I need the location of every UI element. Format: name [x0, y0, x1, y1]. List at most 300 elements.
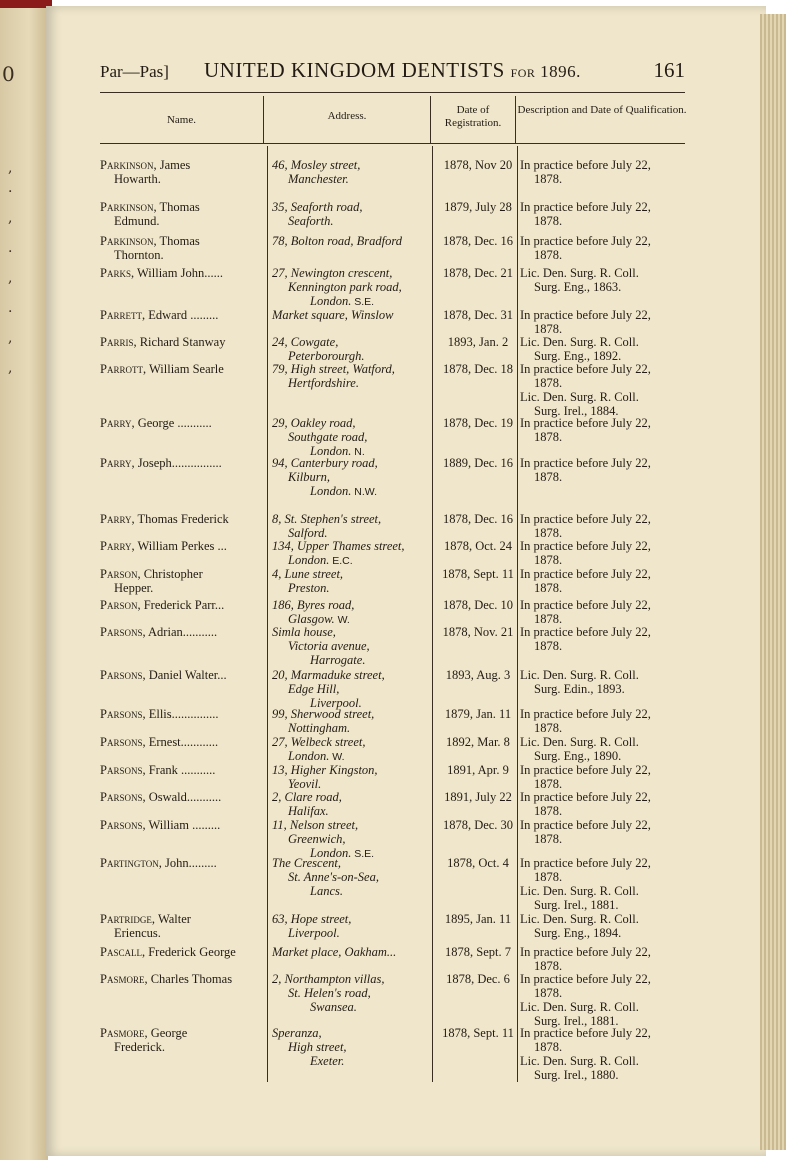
- surname: Parson,: [100, 598, 141, 612]
- dentist-name: [100, 416, 260, 430]
- qualification-line: Lic. Den. Surg. R. Coll.: [520, 668, 639, 682]
- address-line: Seaforth.: [288, 214, 334, 228]
- address-line: Manchester.: [288, 172, 349, 186]
- qualification-line: 1878.: [534, 959, 563, 973]
- surname: Parry,: [100, 539, 135, 553]
- registration-date: 1878, Sept. 11: [442, 1026, 514, 1040]
- dentist-name: [100, 598, 260, 612]
- given-names: William Perkes ...: [134, 539, 227, 553]
- qualification: [520, 856, 688, 912]
- qualification-line: 1878.: [534, 870, 563, 884]
- address-line: Preston.: [288, 581, 330, 595]
- column-header-description: Description and Date of Qualification.: [517, 104, 687, 116]
- address: [272, 234, 432, 248]
- given-names: Thomas: [156, 200, 200, 214]
- qualification-line: Surg. Irel., 1884.: [534, 404, 619, 418]
- address-line: Lancs.: [310, 884, 343, 898]
- qualification-line: 1878.: [534, 581, 563, 595]
- given-names: George ...........: [134, 416, 212, 430]
- qualification-line: Lic. Den. Surg. R. Coll.: [520, 335, 639, 349]
- qualification-line: 1878.: [534, 322, 563, 336]
- given-names: Charles Thomas: [147, 972, 233, 986]
- registration-date: 1878, Oct. 24: [443, 539, 513, 553]
- address-line: Market square, Winslow: [272, 308, 394, 322]
- registration-date: 1878, Nov 20: [443, 158, 513, 172]
- registration-date: 1889, Dec. 16: [442, 456, 514, 470]
- dentist-name: [100, 308, 260, 322]
- registration-date: 1878, Nov. 21: [442, 625, 514, 639]
- given-names: Thomas Frederick: [134, 512, 229, 526]
- given-names: William John......: [134, 266, 223, 280]
- qualification-line: 1878.: [534, 248, 563, 262]
- surname: Parsons,: [100, 763, 146, 777]
- qualification-line: In practice before July 22,: [520, 1026, 651, 1040]
- column-divider: [432, 146, 433, 1082]
- address: [272, 567, 432, 595]
- dentist-name: [100, 668, 260, 682]
- qualification: [520, 790, 688, 818]
- given-names: Frederick Parr...: [140, 598, 225, 612]
- qualification: [520, 735, 688, 763]
- registration-date: 1878, Dec. 16: [442, 234, 514, 248]
- given-names: Frederick George: [145, 945, 236, 959]
- surname: Parsons,: [100, 668, 146, 682]
- address: [272, 945, 432, 959]
- dentist-name: [100, 335, 260, 349]
- qualification-line: In practice before July 22,: [520, 972, 651, 986]
- qualification-line: 1878.: [534, 376, 563, 390]
- address: [272, 456, 432, 499]
- surname: Partington,: [100, 856, 162, 870]
- qualification-line: 1878.: [534, 804, 563, 818]
- given-names: Richard Stanway: [136, 335, 226, 349]
- previous-page-mark: ,: [8, 360, 13, 376]
- qualification: [520, 567, 688, 595]
- page-range: Par—Pas]: [100, 62, 169, 81]
- qualification: [520, 625, 688, 653]
- surname: Parkinson,: [100, 158, 157, 172]
- given-names: Daniel Walter...: [145, 668, 227, 682]
- given-names: Thomas: [156, 234, 200, 248]
- column-header-address: Address.: [327, 110, 367, 122]
- qualification-line: Surg. Irel., 1881.: [534, 1014, 619, 1028]
- qualification: [520, 512, 688, 540]
- qualification-line: In practice before July 22,: [520, 856, 651, 870]
- registration-date: 1895, Jan. 11: [444, 912, 512, 926]
- qualification-line: In practice before July 22,: [520, 945, 651, 959]
- qualification-line: 1878.: [534, 430, 563, 444]
- given-names: William Searle: [146, 362, 224, 376]
- address: [272, 972, 432, 1014]
- address-line: 78, Bolton road, Bradford: [272, 234, 402, 248]
- qualification-line: In practice before July 22,: [520, 456, 651, 470]
- surname: Parris,: [100, 335, 137, 349]
- surname: Parry,: [100, 456, 135, 470]
- given-names: Adrian...........: [145, 625, 218, 639]
- registration-date: 1891, July 22: [444, 790, 512, 804]
- qualification-line: Surg. Eng., 1894.: [534, 926, 622, 940]
- address-line: St. Helen's road,: [288, 986, 371, 1000]
- registration-date: 1878, Oct. 4: [447, 856, 509, 870]
- address-line: Market place, Oakham...: [272, 945, 397, 959]
- registration-date: 1879, July 28: [444, 200, 512, 214]
- qualification: [520, 266, 688, 294]
- qualification-line: Lic. Den. Surg. R. Coll.: [520, 266, 639, 280]
- address-line: 27, Newington crescent,: [272, 266, 393, 280]
- address-line: Nottingham.: [288, 721, 351, 735]
- registration-date: 1892, Mar. 8: [446, 735, 510, 749]
- qualification-line: 1878.: [534, 612, 563, 626]
- previous-page-mark: ,: [8, 270, 13, 286]
- registration-date: 1893, Jan. 2: [447, 335, 509, 349]
- address-line: 20, Marmaduke street,: [272, 668, 385, 682]
- address-line: Edge Hill,: [288, 682, 340, 696]
- address-line: Victoria avenue,: [288, 639, 370, 653]
- qualification: [520, 362, 688, 418]
- address: [272, 512, 432, 540]
- address-line: Kennington park road,: [288, 280, 402, 294]
- given-names: John.........: [161, 856, 217, 870]
- address: [272, 790, 432, 818]
- address-line: 79, High street, Watford,: [272, 362, 395, 376]
- address-line: Speranza,: [272, 1026, 322, 1040]
- registration-date: 1878, Dec. 16: [442, 512, 514, 526]
- qualification-line: Surg. Eng., 1890.: [534, 749, 622, 763]
- qualification-line: 1878.: [534, 986, 563, 1000]
- given-names: Walter: [155, 912, 191, 926]
- qualification-line: In practice before July 22,: [520, 200, 651, 214]
- qualification-line: 1878.: [534, 1040, 563, 1054]
- dentist-name: [100, 567, 260, 595]
- address-line: St. Anne's-on-Sea,: [288, 870, 379, 884]
- address: [272, 818, 432, 861]
- previous-page-mark: .: [8, 300, 13, 316]
- address-line: 186, Byres road,: [272, 598, 355, 612]
- registration-date: 1878, Dec. 18: [442, 362, 514, 376]
- dentist-name: [100, 735, 260, 749]
- surname: Parsons,: [100, 707, 146, 721]
- column-header-name: Name.: [166, 114, 196, 126]
- surname: Parsons,: [100, 625, 146, 639]
- qualification-line: 1878.: [534, 553, 563, 567]
- given-names: Oswald...........: [145, 790, 222, 804]
- column-divider: [430, 96, 431, 144]
- qualification: [520, 668, 688, 696]
- address-line: Liverpool.: [310, 696, 362, 710]
- qualification-line: Surg. Eng., 1892.: [534, 349, 622, 363]
- address-line: 134, Upper Thames street,: [272, 539, 405, 553]
- qualification: [520, 234, 688, 262]
- qualification-line: Surg. Eng., 1863.: [534, 280, 622, 294]
- given-names: Joseph................: [134, 456, 222, 470]
- dentist-name: [100, 763, 260, 777]
- column-divider: [267, 146, 268, 1082]
- book-cover-edge: [0, 0, 52, 8]
- qualification: [520, 945, 688, 973]
- page-stack-edge: [760, 14, 786, 1150]
- address-line: London. S.E.: [310, 846, 375, 860]
- qualification-line: Lic. Den. Surg. R. Coll.: [520, 735, 639, 749]
- address-line: 13, Higher Kingston,: [272, 763, 378, 777]
- given-names: Edward .........: [145, 308, 219, 322]
- qualification-line: 1878.: [534, 526, 563, 540]
- dentist-name: [100, 625, 260, 639]
- address: [272, 416, 432, 459]
- given-names: William .........: [145, 818, 221, 832]
- registration-date: 1878, Dec. 19: [442, 416, 514, 430]
- address-line: Harrogate.: [310, 653, 366, 667]
- address-line: Peterborourgh.: [288, 349, 365, 363]
- postal-district: N.: [351, 446, 365, 458]
- registration-date: 1878, Dec. 31: [442, 308, 514, 322]
- dentist-name: [100, 512, 260, 526]
- address-line: 2, Clare road,: [272, 790, 342, 804]
- qualification: [520, 1026, 688, 1082]
- address-line: 46, Mosley street,: [272, 158, 361, 172]
- previous-page-mark: .: [8, 180, 13, 196]
- qualification-line: In practice before July 22,: [520, 512, 651, 526]
- address-line: The Crescent,: [272, 856, 341, 870]
- address: [272, 539, 432, 568]
- surname: Parsons,: [100, 735, 146, 749]
- surname: Pascall,: [100, 945, 146, 959]
- address-line: 27, Welbeck street,: [272, 735, 366, 749]
- address-line: Hertfordshire.: [288, 376, 359, 390]
- given-names: James: [156, 158, 191, 172]
- qualification: [520, 972, 688, 1028]
- surname: Partridge,: [100, 912, 156, 926]
- qualification: [520, 818, 688, 846]
- qualification: [520, 598, 688, 626]
- running-header: [100, 58, 685, 88]
- address: [272, 598, 432, 627]
- qualification: [520, 912, 688, 940]
- address-line: Simla house,: [272, 625, 336, 639]
- address-line: Southgate road,: [288, 430, 368, 444]
- qualification-line: In practice before July 22,: [520, 598, 651, 612]
- surname: Pasmore,: [100, 1026, 148, 1040]
- postal-district: S.E.: [351, 296, 375, 308]
- address-line: 4, Lune street,: [272, 567, 344, 581]
- given-names: George: [147, 1026, 188, 1040]
- qualification: [520, 308, 688, 336]
- address: [272, 707, 432, 735]
- qualification-line: In practice before July 22,: [520, 158, 651, 172]
- dentist-name: [100, 362, 260, 376]
- registration-date: 1878, Dec. 6: [446, 972, 510, 986]
- qualification-line: 1878.: [534, 172, 563, 186]
- surname: Parsons,: [100, 790, 146, 804]
- qualification-line: In practice before July 22,: [520, 308, 651, 322]
- qualification: [520, 200, 688, 228]
- registration-date: 1878, Dec. 21: [442, 266, 514, 280]
- dentist-name: [100, 972, 260, 986]
- qualification-line: In practice before July 22,: [520, 763, 651, 777]
- previous-page-edge: [0, 0, 48, 1160]
- surname: Parks,: [100, 266, 135, 280]
- address-line: London. E.C.: [288, 553, 353, 567]
- qualification-line: In practice before July 22,: [520, 416, 651, 430]
- surname: Parkinson,: [100, 234, 157, 248]
- qualification-line: In practice before July 22,: [520, 362, 651, 376]
- address-line: Halifax.: [288, 804, 329, 818]
- address: [272, 308, 432, 322]
- address-line: Glasgow. W.: [288, 612, 350, 626]
- qualification-line: Surg. Irel., 1880.: [534, 1068, 619, 1082]
- given-names: Frank ...........: [145, 763, 216, 777]
- dentist-name: [100, 234, 260, 262]
- qualification-line: 1878.: [534, 832, 563, 846]
- address-line: Liverpool.: [288, 926, 340, 940]
- address-line: 63, Hope street,: [272, 912, 352, 926]
- postal-district: W.: [334, 614, 350, 626]
- given-names-cont: Hepper.: [114, 581, 154, 595]
- registration-date: 1879, Jan. 11: [444, 707, 512, 721]
- dentist-name: [100, 790, 260, 804]
- address: [272, 335, 432, 363]
- dentist-name: [100, 912, 260, 940]
- given-names-cont: Eriencus.: [114, 926, 161, 940]
- address-line: Salford.: [288, 526, 328, 540]
- address: [272, 158, 432, 186]
- surname: Parrott,: [100, 362, 147, 376]
- previous-page-mark: ,: [8, 210, 13, 226]
- registration-date: 1893, Aug. 3: [445, 668, 511, 682]
- registration-date: 1878, Dec. 30: [442, 818, 514, 832]
- address-line: 2, Northampton villas,: [272, 972, 385, 986]
- given-names-cont: Howarth.: [114, 172, 161, 186]
- address-line: 24, Cowgate,: [272, 335, 339, 349]
- qualification: [520, 707, 688, 735]
- qualification-line: In practice before July 22,: [520, 818, 651, 832]
- address-line: 94, Canterbury road,: [272, 456, 378, 470]
- dentist-name: [100, 1026, 260, 1054]
- qualification: [520, 416, 688, 444]
- dentist-name: [100, 456, 260, 470]
- postal-district: N.W.: [351, 486, 377, 498]
- given-names: Christopher: [140, 567, 203, 581]
- address-line: 8, St. Stephen's street,: [272, 512, 382, 526]
- dentist-name: [100, 856, 260, 870]
- postal-district: S.E.: [351, 848, 375, 860]
- address-line: Yeovil.: [288, 777, 322, 791]
- previous-page-mark: ,: [8, 160, 13, 176]
- surname: Parsons,: [100, 818, 146, 832]
- registration-date: 1878, Sept. 7: [445, 945, 511, 959]
- address: [272, 735, 432, 764]
- previous-page-mark: ,: [8, 330, 13, 346]
- qualification-line: In practice before July 22,: [520, 625, 651, 639]
- given-names: Ernest............: [145, 735, 219, 749]
- address: [272, 763, 432, 791]
- surname: Parrett,: [100, 308, 146, 322]
- qualification-line: Lic. Den. Surg. R. Coll.: [520, 884, 639, 898]
- given-names-cont: Thornton.: [114, 248, 164, 262]
- qualification-line: 1878.: [534, 721, 563, 735]
- previous-page-mark: 0: [2, 62, 15, 86]
- address-line: London. N.W.: [310, 484, 377, 498]
- address: [272, 856, 432, 898]
- address-line: London. N.: [310, 444, 365, 458]
- address: [272, 266, 432, 309]
- dentist-name: [100, 818, 260, 832]
- qualification: [520, 335, 688, 363]
- given-names-cont: Frederick.: [114, 1040, 166, 1054]
- postal-district: W.: [329, 751, 345, 763]
- qualification-line: Lic. Den. Surg. R. Coll.: [520, 1054, 639, 1068]
- previous-page-mark: .: [8, 240, 13, 256]
- given-names-cont: Edmund.: [114, 214, 160, 228]
- given-names: Ellis...............: [145, 707, 219, 721]
- address: [272, 668, 432, 710]
- qualification-line: Lic. Den. Surg. R. Coll.: [520, 912, 639, 926]
- address-line: London. S.E.: [310, 294, 375, 308]
- address-line: High street,: [288, 1040, 347, 1054]
- surname: Parry,: [100, 512, 135, 526]
- qualification: [520, 539, 688, 567]
- surname: Parry,: [100, 416, 135, 430]
- column-header-date: Date of Registration.: [444, 104, 502, 129]
- surname: Parson,: [100, 567, 141, 581]
- header-rule: [100, 92, 685, 93]
- column-divider: [517, 146, 518, 1082]
- column-head-rule: [100, 143, 685, 144]
- dentist-name: [100, 539, 260, 553]
- qualification-line: Surg. Irel., 1881.: [534, 898, 619, 912]
- address-line: Swansea.: [310, 1000, 357, 1014]
- qualification-line: 1878.: [534, 470, 563, 484]
- qualification-line: Lic. Den. Surg. R. Coll.: [520, 1000, 639, 1014]
- qualification: [520, 158, 688, 186]
- address: [272, 200, 432, 228]
- dentist-name: [100, 158, 260, 186]
- registration-date: 1878, Dec. 10: [442, 598, 514, 612]
- address-line: Kilburn,: [288, 470, 331, 484]
- address: [272, 362, 432, 390]
- registration-date: 1891, Apr. 9: [447, 763, 509, 777]
- qualification-line: 1878.: [534, 777, 563, 791]
- qualification-line: Surg. Edin., 1893.: [534, 682, 625, 696]
- postal-district: E.C.: [329, 555, 353, 567]
- address-line: Greenwich,: [288, 832, 346, 846]
- address-line: Exeter.: [310, 1054, 345, 1068]
- qualification-line: In practice before July 22,: [520, 707, 651, 721]
- qualification-line: In practice before July 22,: [520, 790, 651, 804]
- page-title: UNITED KINGDOM DENTISTS for 1896.: [204, 58, 581, 82]
- qualification-line: Lic. Den. Surg. R. Coll.: [520, 390, 639, 404]
- page-number: 161: [653, 58, 685, 82]
- qualification-line: 1878.: [534, 214, 563, 228]
- address: [272, 1026, 432, 1068]
- dentist-name: [100, 266, 260, 280]
- registration-date: 1878, Sept. 11: [442, 567, 514, 581]
- address-line: 11, Nelson street,: [272, 818, 359, 832]
- address-line: London. W.: [288, 749, 345, 763]
- qualification-line: In practice before July 22,: [520, 234, 651, 248]
- address: [272, 625, 432, 667]
- qualification: [520, 456, 688, 484]
- qualification-line: In practice before July 22,: [520, 567, 651, 581]
- dentist-name: [100, 200, 260, 228]
- surname: Parkinson,: [100, 200, 157, 214]
- qualification-line: 1878.: [534, 639, 563, 653]
- dentist-name: [100, 707, 260, 721]
- qualification-line: In practice before July 22,: [520, 539, 651, 553]
- address-line: 29, Oakley road,: [272, 416, 356, 430]
- qualification: [520, 763, 688, 791]
- address: [272, 912, 432, 940]
- address-line: 99, Sherwood street,: [272, 707, 375, 721]
